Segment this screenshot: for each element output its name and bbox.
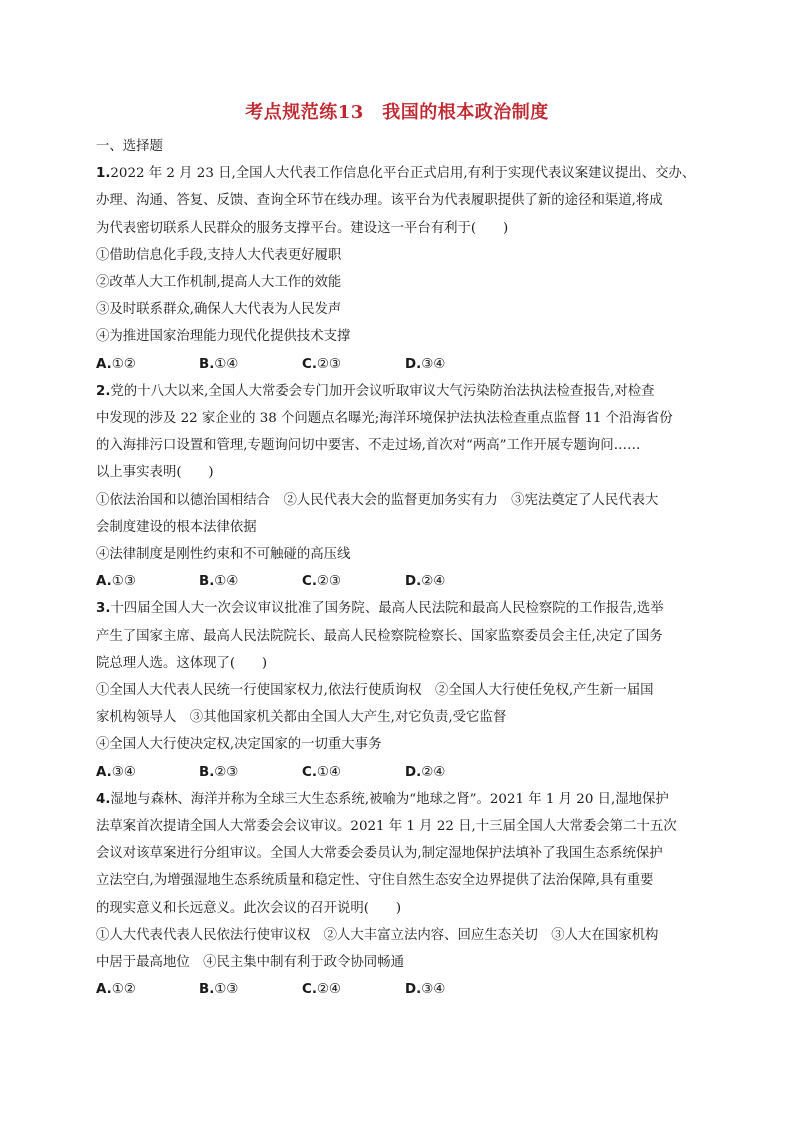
option-letter: C. [302,764,317,780]
question-number: 3. [96,601,111,617]
statement-item: ③及时联系群众,确保人大代表为人民发声 [96,302,342,318]
answer-options [96,976,706,1003]
statement-item: ①全国人大代表人民统一行使国家权力,依法行使质询权 ②全国人大行使任免权,产生新一届国 [96,683,654,699]
statement-item: 家机构领导人 ③其他国家机关都由全国人大产生,对它负责,受它监督 [96,710,507,726]
option-letter: B. [199,356,215,372]
question-stem-text: 以上事实表明( ) [96,465,214,481]
option-letter: A. [96,356,112,372]
statement-item: ①人大代表代表人民依法行使审议权 ②人大丰富立法内容、回应生态关切 ③人大在国家机构 [96,927,659,943]
question-stem-text: 的现实意义和长远意义。此次会议的召开说明( ) [96,900,402,916]
answer-option-d[interactable] [405,568,508,595]
question-stem-text: 2022 年 2 月 23 日,全国人大代表工作信息化平台正式启用,有利于实现代表议案建议提出、交办、 [110,166,696,182]
option-text: ②④ [316,982,341,998]
option-text: ②③ [316,356,341,372]
answer-option-a[interactable] [96,759,199,786]
option-letter: C. [302,574,317,590]
question-stem-line [96,405,706,432]
question-2 [96,378,706,596]
answer-option-c[interactable] [302,351,405,378]
option-letter: A. [96,982,112,998]
statement-item: 会制度建设的根本法律依据 [96,519,257,535]
question-stem-line [96,215,706,242]
option-letter: D. [405,356,422,372]
question-stem-line [96,813,706,840]
question-stem-text: 法草案首次提请全国人大常委会会议审议。2021 年 1 月 22 日,十三届全国人大常委会第二十五次 [96,819,677,835]
answer-option-d[interactable] [405,351,508,378]
question-stem-text: 的入海排污口设置和管理,专题询问切中要害、不走过场,首次对“两高”工作开展专题询问…… [96,438,641,454]
question-stem-line [96,895,706,922]
option-text: ①④ [214,356,239,372]
option-text: ②③ [316,574,341,590]
answer-options [96,568,706,595]
question-stem-line [96,459,706,486]
question-number: 2. [96,383,111,399]
answer-option-b[interactable] [199,568,302,595]
question-stem-text: 湿地与森林、海洋并称为全球三大生态系统,被喻为“地球之肾”。2021 年 1 月 20 日,湿地保护 [110,791,669,807]
question-number: 1. [96,166,111,182]
option-letter: C. [302,356,317,372]
question-stem-text: 院总理人选。这体现了( ) [96,655,268,671]
statement-item: ④全国人大行使决定权,决定国家的一切重大事务 [96,737,382,753]
question-stem-text: 为代表密切联系人民群众的服务支撑平台。建设这一平台有利于( ) [96,220,509,236]
document-body [96,133,706,1004]
option-letter: D. [405,764,422,780]
question-stem-text: 立法空白,为增强湿地生态系统质量和稳定性、守住自然生态安全边界提供了法治保障,具有重要 [96,873,654,889]
statement-item: ④法律制度是刚性约束和不可触碰的高压线 [96,547,351,563]
question-stem-line [96,160,706,187]
statement-item: ①借助信息化手段,支持人大代表更好履职 [96,247,342,263]
answer-option-b[interactable] [199,351,302,378]
statement-item: 中居于最高地位 ④民主集中制有利于政令协同畅通 [96,955,404,971]
option-text: ①④ [316,764,341,780]
answer-option-d[interactable] [405,759,508,786]
option-text: ①③ [214,982,239,998]
option-letter: A. [96,574,112,590]
statement-item: ④为推进国家治理能力现代化提供技术支撑 [96,329,351,345]
question-stem-line [96,867,706,894]
answer-option-d[interactable] [405,976,508,1003]
answer-option-b[interactable] [199,976,302,1003]
statement-item: ②改革人大工作机制,提高人大工作的效能 [96,275,342,291]
question-stem-text: 会议对该草案进行分组审议。全国人大常委会委员认为,制定湿地保护法填补了我国生态系统保护 [96,846,663,862]
question-3 [96,595,706,785]
question-stem-text: 办理、沟通、答复、反馈、查询全环节在线办理。该平台为代表履职提供了新的途径和渠道,将成 [96,193,663,209]
answer-option-c[interactable] [302,759,405,786]
question-stem-line [96,623,706,650]
answer-option-c[interactable] [302,976,405,1003]
answer-option-a[interactable] [96,351,199,378]
option-text: ③④ [421,356,446,372]
answer-option-a[interactable] [96,568,199,595]
statement-item: ①依法治国和以德治国相结合 ②人民代表大会的监督更加务实有力 ③宪法奠定了人民代表大 [96,492,659,508]
question-stem-text: 党的十八大以来,全国人大常委会专门加开会议听取审议大气污染防治法执法检查报告,对检查 [110,383,655,399]
option-letter: B. [199,574,215,590]
answer-option-b[interactable] [199,759,302,786]
question-stem-line [96,378,706,405]
option-text: ①② [111,982,136,998]
option-text: ③④ [421,982,446,998]
question-stem-line [96,595,706,622]
page-title: 考点规范练13 我国的根本政治制度 [245,102,549,123]
option-text: ②④ [421,574,446,590]
question-stem-line [96,187,706,214]
question-stem-line [96,840,706,867]
answer-options [96,351,706,378]
answer-option-a[interactable] [96,976,199,1003]
question-stem-text: 十四届全国人大一次会议审议批准了国务院、最高人民法院和最高人民检察院的工作报告,选举 [110,601,664,617]
question-stem-text: 产生了国家主席、最高人民法院院长、最高人民检察院检察长、国家监察委员会主任,决定了国务 [96,628,663,644]
option-letter: B. [199,982,215,998]
question-1 [96,160,706,378]
option-text: ①④ [214,574,239,590]
option-text: ②③ [214,764,239,780]
question-stem-line [96,650,706,677]
option-text: ①③ [111,574,136,590]
option-letter: C. [302,982,317,998]
option-text: ③④ [111,764,136,780]
answer-options [96,759,706,786]
option-letter: A. [96,764,112,780]
option-letter: B. [199,764,215,780]
answer-option-c[interactable] [302,568,405,595]
question-list [96,160,706,1003]
question-4 [96,786,706,1004]
question-stem-text: 中发现的涉及 22 家企业的 38 个问题点名曝光;海洋环境保护法执法检查重点监督 11 个沿海省份 [96,411,673,427]
question-stem-line [96,432,706,459]
option-text: ①② [111,356,136,372]
option-letter: D. [405,982,422,998]
option-text: ②④ [421,764,446,780]
section-heading: 一、选择题 [96,139,163,154]
question-stem-line [96,786,706,813]
option-letter: D. [405,574,422,590]
question-number: 4. [96,791,111,807]
